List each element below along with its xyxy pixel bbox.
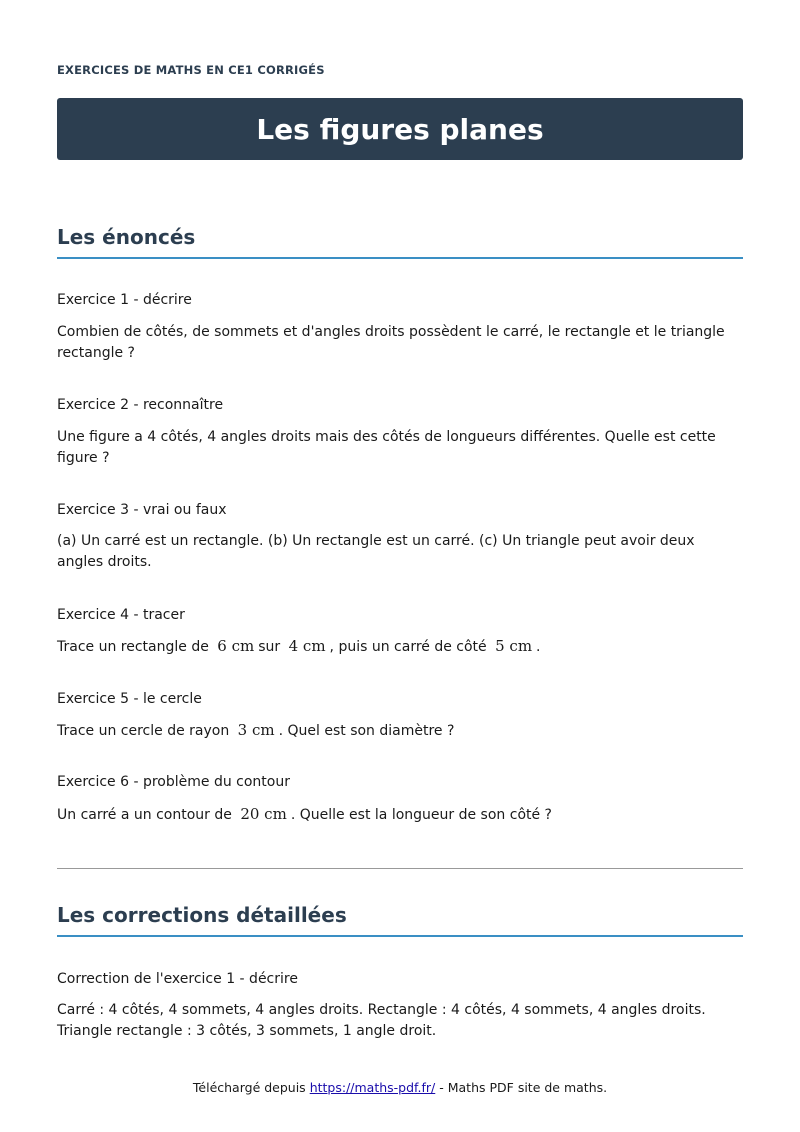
- exercise-1-title: Exercice 1 - décrire: [57, 292, 192, 308]
- text-segment: sur: [258, 639, 281, 655]
- text-segment: Trace un cercle de rayon: [57, 723, 230, 739]
- footer-link[interactable]: https://maths-pdf.fr/: [309, 1080, 436, 1095]
- correction-1-title: Correction de l'exercice 1 - décrire: [57, 971, 298, 987]
- exercise-2-text: Une figure a 4 côtés, 4 angles droits mais des côtés de longueurs différentes. Quelle est cette figure ?: [57, 429, 716, 466]
- document-kicker: EXERCICES DE MATHS EN CE1 CORRIGÉS: [57, 63, 325, 77]
- exercise-4-text: [57, 636, 743, 658]
- math-length: 20 cm: [240, 805, 287, 823]
- section-heading-statements: Les énoncés: [57, 225, 743, 259]
- exercise-5-title: Exercice 5 - le cercle: [57, 691, 202, 707]
- math-length: 4 cm: [288, 637, 326, 655]
- section-heading-corrections: Les corrections détaillées: [57, 903, 743, 937]
- section-divider: [57, 868, 743, 869]
- math-length: 3 cm: [237, 721, 275, 739]
- math-length: 5 cm: [495, 637, 533, 655]
- exercise-1-text: Combien de côtés, de sommets et d'angles droits possèdent le carré, le rectangle et le triangle rectangle ?: [57, 324, 725, 361]
- text-segment: Trace un rectangle de: [57, 639, 209, 655]
- page-title: Les figures planes: [256, 112, 544, 146]
- footer-prefix: Téléchargé depuis: [192, 1080, 306, 1095]
- exercise-4-title: Exercice 4 - tracer: [57, 607, 185, 623]
- text-segment: Un carré a un contour de: [57, 807, 232, 823]
- exercise-5-text: [57, 720, 743, 742]
- page-footer: [0, 1080, 800, 1095]
- correction-1-text: Carré : 4 côtés, 4 sommets, 4 angles droits. Rectangle : 4 côtés, 4 sommets, 4 angles droits. Triangle rectangle : 3 côtés, 3 sommets, 1 angle droit.: [57, 1002, 706, 1039]
- text-segment: . Quelle est la longueur de son côté ?: [290, 807, 552, 823]
- text-segment: . Quel est son diamètre ?: [278, 723, 455, 739]
- title-banner: [57, 98, 743, 160]
- exercise-2-title: Exercice 2 - reconnaître: [57, 397, 224, 413]
- footer-suffix: - Maths PDF site de maths.: [439, 1080, 608, 1095]
- text-segment: .: [536, 639, 541, 655]
- math-length: 6 cm: [217, 637, 255, 655]
- exercise-3-title: Exercice 3 - vrai ou faux: [57, 502, 227, 518]
- exercise-6-text: [57, 804, 743, 826]
- exercise-3-text: (a) Un carré est un rectangle. (b) Un rectangle est un carré. (c) Un triangle peut avoir deux angles droits.: [57, 533, 695, 570]
- exercise-6-title: Exercice 6 - problème du contour: [57, 774, 290, 790]
- text-segment: , puis un carré de côté: [329, 639, 487, 655]
